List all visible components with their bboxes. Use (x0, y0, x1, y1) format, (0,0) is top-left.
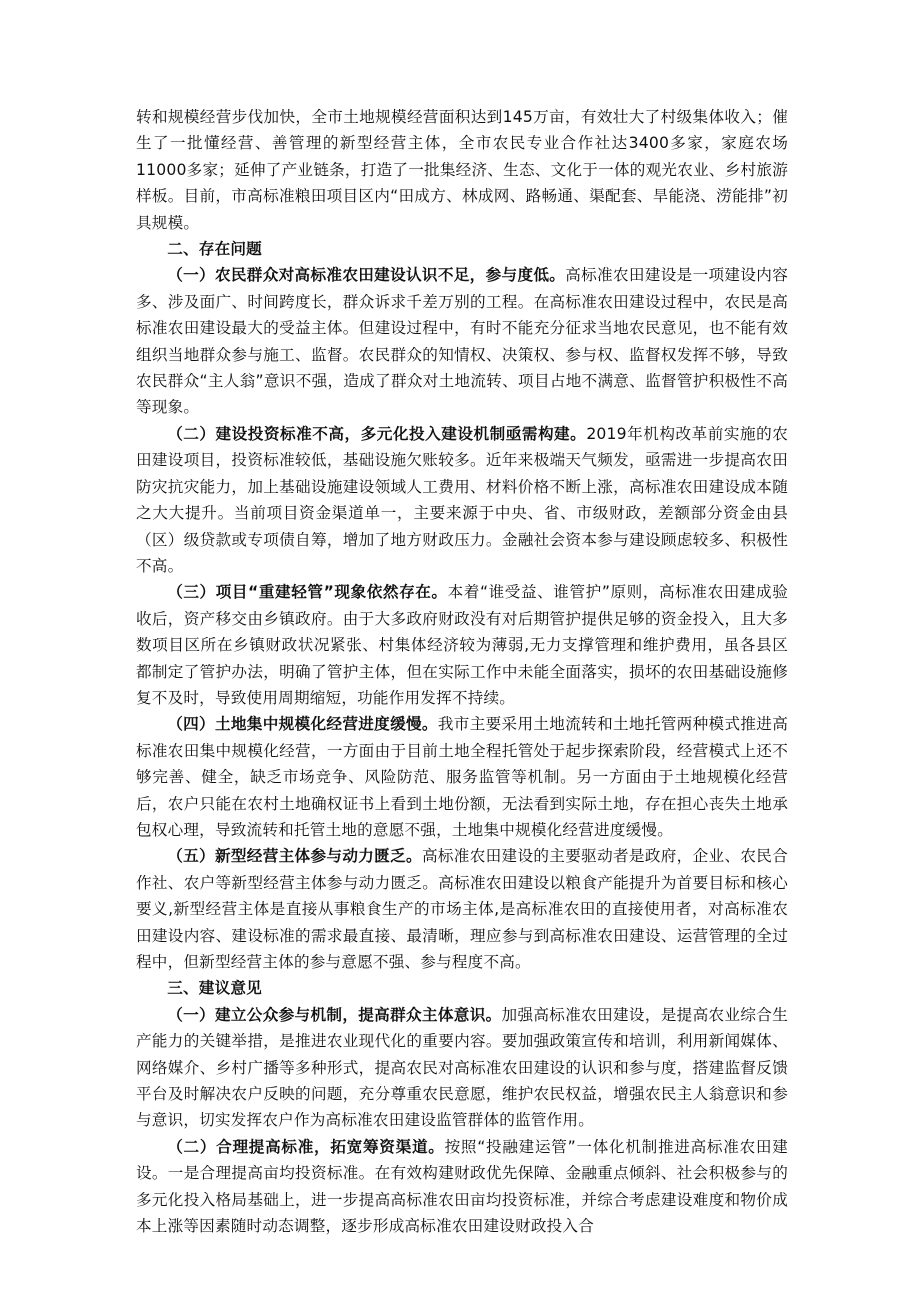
problem-text-3: 本着“谁受益、谁管护”原则，高标准农田建成验收后，资产移交由乡镇政府。由于大多政府财政没有对后期管护提供足够的资金投入，且大多数项目区所在乡镇财政状况紧张、村集体经济较为薄弱,无力支撑管理和维护费用，虽各县区都制定了管护办法，明确了管护主体，但在实际工作中未能全面落实，损坏的农田基础设施修复不及时，导致使用周期缩短，功能作用发挥不持续。 (136, 583, 788, 707)
suggestion-lead-2: （二）合理提高标准，拓宽筹资渠道。 (167, 1137, 445, 1156)
problem-lead-4: （四）土地集中规模化经营进度缓慢。 (167, 715, 438, 734)
problem-lead-1: （一）农民群众对高标准农田建设认识不足，参与度低。 (167, 266, 566, 285)
problem-lead-2: （二）建设投资标准不高，多元化投入建设机制亟需构建。 (167, 424, 587, 443)
problem-paragraph-1 (136, 262, 788, 420)
suggestion-text-1: 加强高标准农田建设，是提高农业综合生产能力的关键举措，是推进农业现代化的重要内容。要加强政策宣传和培训，利用新闻媒体、网络媒介、乡村广播等多种形式，提高农民对高标准农田建设的认识和参与度，搭建监督反馈平台及时解决农户反映的问题，充分尊重农民意愿，维护农民权益，增强农民主人翁意识和参与意识，切实发挥农户作为高标准农田建设监管群体的监管作用。 (136, 1005, 789, 1130)
problem-lead-5: （五）新型经营主体参与动力匮乏。 (167, 847, 422, 866)
problem-lead-3: （三）项目“重建轻管”现象依然存在。 (167, 583, 448, 602)
problem-text-5: 高标准农田建设的主要驱动者是政府，企业、农民合作社、农户等新型经营主体参与动力匮乏。高标准农田建设以粮食产能提升为首要目标和核心要义,新型经营主体是直接从事粮食生产的市场主体,是高标准农田的直接使用者，对高标准农田建设内容、建设标准的需求最直接、最清晰，理应参与到高标准农田建设、运营管理的全过程中，但新型经营主体的参与意愿不强、参与程度不高。 (136, 847, 788, 971)
problem-text-2: 2019年机构改革前实施的农田建设项目，投资标准较低，基础设施欠账较多。近年来极端天气频发，亟需进一步提高农田防灾抗灾能力，加上基础设施建设领域人工费用、材料价格不断上涨，高标准农田建设成本随之大大提升。当前项目资金渠道单一，主要来源于中央、省、市级财政，差额部分资金由县（区）级贷款或专项债自筹，增加了地方财政压力。金融社会资本参与建设顾虑较多、积极性不高。 (136, 424, 788, 575)
problem-paragraph-3 (136, 579, 788, 711)
problem-paragraph-4 (136, 711, 788, 843)
problem-text-4: 我市主要采用土地流转和土地托管两种模式推进高标准农田集中规模化经营，一方面由于目前土地全程托管处于起步探索阶段，经营模式上还不够完善、健全，缺乏市场竞争、风险防范、服务监管等机制。另一方面由于土地规模化经营后，农户只能在农村土地确权证书上看到土地份额，无法看到实际土地，存在担心丧失土地承包权心理，导致流转和托管土地的意愿不强，土地集中规模化经营进度缓慢。 (136, 715, 788, 839)
intro-paragraph: 转和规模经营步伐加快，全市土地规模经营面积达到145万亩，有效壮大了村级集体收入；催生了一批懂经营、善管理的新型经营主体，全市农民专业合作社达3400多家，家庭农场11000多家；延伸了产业链条，打造了一批集经济、生态、文化于一体的观光农业、乡村旅游样板。目前，市高标准粮田项目区内“田成方、林成网、路畅通、渠配套、旱能浇、涝能排”初具规模。 (136, 108, 788, 232)
suggestion-lead-1: （一）建立公众参与机制，提高群众主体意识。 (167, 1005, 502, 1024)
section-heading-suggestions: 三、建议意见 (167, 979, 262, 998)
suggestion-paragraph-1 (136, 1002, 788, 1134)
section-heading-problems: 二、存在问题 (167, 240, 262, 259)
problem-paragraph-5 (136, 843, 788, 975)
problem-paragraph-2 (136, 421, 788, 579)
suggestion-paragraph-2 (136, 1134, 788, 1240)
document-body (136, 104, 788, 1239)
problem-text-1: 高标准农田建设是一项建设内容多、涉及面广、时间跨度长，群众诉求千差万别的工程。在高标准农田建设过程中，农民是高标准农田建设最大的受益主体。但建设过程中，有时不能充分征求当地农民意见，也不能有效组织当地群众参与施工、监督。农民群众的知情权、决策权、参与权、监督权发挥不够，导致农民群众“主人翁”意识不强，造成了群众对土地流转、项目占地不满意、监督管护积极性不高等现象。 (136, 266, 788, 417)
suggestion-text-2: 按照“投融建运管”一体化机制推进高标准农田建设。一是合理提高亩均投资标准。在有效构建财政优先保障、金融重点倾斜、社会积极参与的多元化投入格局基础上，进一步提高高标准农田亩均投资标准，并综合考虑建设难度和物价成本上涨等因素随时动态调整，逐步形成高标准农田建设财政投入合 (136, 1137, 788, 1236)
